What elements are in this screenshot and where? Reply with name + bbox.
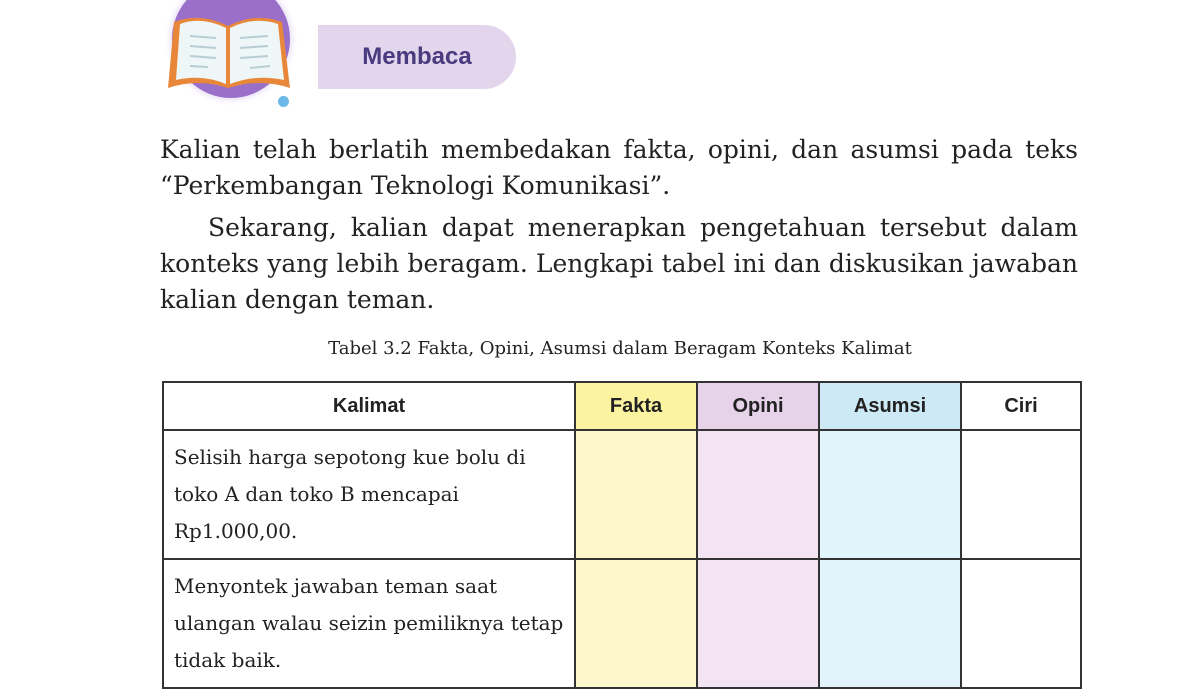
section-label <box>318 25 516 89</box>
open-book-icon <box>160 0 295 115</box>
opini-cell[interactable] <box>697 430 819 559</box>
header-ciri: Ciri <box>961 382 1081 430</box>
decorative-dot <box>278 96 289 107</box>
header-asumsi: Asumsi <box>819 382 961 430</box>
fakta-cell[interactable] <box>575 430 697 559</box>
opini-cell[interactable] <box>697 559 819 688</box>
ciri-cell[interactable] <box>961 430 1081 559</box>
book-illustration <box>160 0 295 100</box>
section-label-text: Membaca <box>362 43 472 70</box>
kalimat-cell: Menyontek jawaban teman saat ulangan walau seizin pemiliknya tetap tidak baik. <box>163 559 575 688</box>
paragraph-intro: Kalian telah berlatih membedakan fakta, opini, dan asumsi pada teks “Perkembangan Teknologi Komunikasi”. <box>160 135 1078 200</box>
fakta-opini-asumsi-table <box>162 381 1082 689</box>
header-kalimat: Kalimat <box>163 382 575 430</box>
fakta-cell[interactable] <box>575 559 697 688</box>
ciri-cell[interactable] <box>961 559 1081 688</box>
table-row <box>163 559 1081 688</box>
asumsi-cell[interactable] <box>819 559 961 688</box>
kalimat-cell: Selisih harga sepotong kue bolu di toko A dan toko B mencapai Rp1.000,00. <box>163 430 575 559</box>
paragraph-instruction: Sekarang, kalian dapat menerapkan pengetahuan tersebut dalam konteks yang lebih beragam. Lengkapi tabel ini dan diskusikan jawaban kalian dengan teman. <box>160 213 1078 314</box>
asumsi-cell[interactable] <box>819 430 961 559</box>
table-row <box>163 430 1081 559</box>
header-opini: Opini <box>697 382 819 430</box>
table-caption: Tabel 3.2 Fakta, Opini, Asumsi dalam Beragam Konteks Kalimat <box>328 338 912 359</box>
table-header-row <box>163 382 1081 430</box>
header-fakta: Fakta <box>575 382 697 430</box>
